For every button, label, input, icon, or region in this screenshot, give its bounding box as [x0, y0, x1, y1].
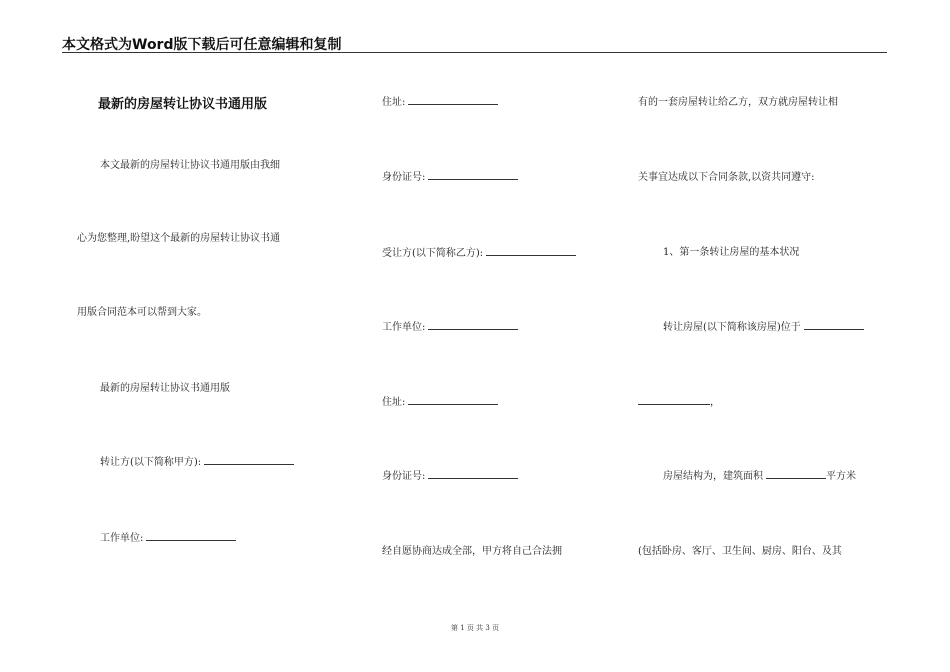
document-header: 本文格式为Word版下载后可任意编辑和复制 [62, 37, 342, 53]
transferor-id-label: 身份证号: [382, 172, 426, 183]
right-line-2: 关事宜达成以下合同条款,以资共同遵守: [638, 172, 815, 183]
middle-line-6 [382, 467, 518, 482]
left-line-2: 心为您整理,盼望这个最新的房屋转让协议书通 [77, 233, 281, 244]
transferee-address-label: 住址: [382, 397, 406, 408]
property-location-blank [804, 320, 864, 330]
transferee-employer-blank [428, 320, 518, 330]
transferor-id-blank [428, 170, 518, 180]
transferor-employer-blank [146, 531, 236, 541]
middle-line-3 [382, 244, 576, 259]
right-line-3: 1、第一条转让房屋的基本状况 [663, 247, 800, 258]
right-line-5 [638, 393, 720, 408]
building-area-blank [766, 469, 826, 479]
transferor-address-blank [408, 95, 498, 105]
property-location-blank-2 [638, 395, 710, 405]
left-line-4: 最新的房屋转让协议书通用版 [100, 383, 230, 394]
middle-line-5 [382, 393, 498, 408]
middle-line-1 [382, 93, 498, 108]
transferee-label: 受让方(以下简称乙方): [382, 248, 484, 259]
transferor-employer-label: 工作单位: [100, 533, 144, 544]
property-location-label: 转让房屋(以下简称该房屋)位于 [663, 322, 801, 333]
right-line-1: 有的一套房屋转让给乙方，双方就房屋转让相 [638, 97, 838, 108]
transferee-id-blank [428, 469, 518, 479]
left-line-3: 用版合同范本可以帮到大家。 [77, 307, 207, 318]
right-line-4 [663, 318, 864, 333]
transferee-blank [486, 246, 576, 256]
middle-line-4 [382, 318, 518, 333]
page-number: 第 1 页 共 3 页 [450, 624, 500, 632]
right-line-7: (包括卧房、客厅、卫生间、厨房、阳台、及其 [638, 546, 842, 557]
right-line-6 [663, 467, 856, 482]
middle-line-2 [382, 168, 518, 183]
area-unit: 平方米 [826, 471, 856, 482]
structure-area-label: 房屋结构为，建筑面积 [663, 471, 763, 482]
left-line-1: 本文最新的房屋转让协议书通用版由我细 [100, 160, 280, 171]
document-title: 最新的房屋转让协议书通用版 [98, 97, 268, 112]
transferor-label: 转让方(以下简称甲方): [100, 457, 202, 468]
location-comma: ， [710, 397, 720, 408]
transferee-id-label: 身份证号: [382, 471, 426, 482]
transferee-address-blank [408, 395, 498, 405]
transferor-blank [204, 455, 294, 465]
left-line-5 [100, 453, 294, 468]
transferor-address-label: 住址: [382, 97, 406, 108]
middle-line-7: 经自愿协商达成全部，甲方将自己合法拥 [382, 546, 562, 557]
left-line-6 [100, 529, 236, 544]
transferee-employer-label: 工作单位: [382, 322, 426, 333]
header-divider [62, 52, 887, 53]
